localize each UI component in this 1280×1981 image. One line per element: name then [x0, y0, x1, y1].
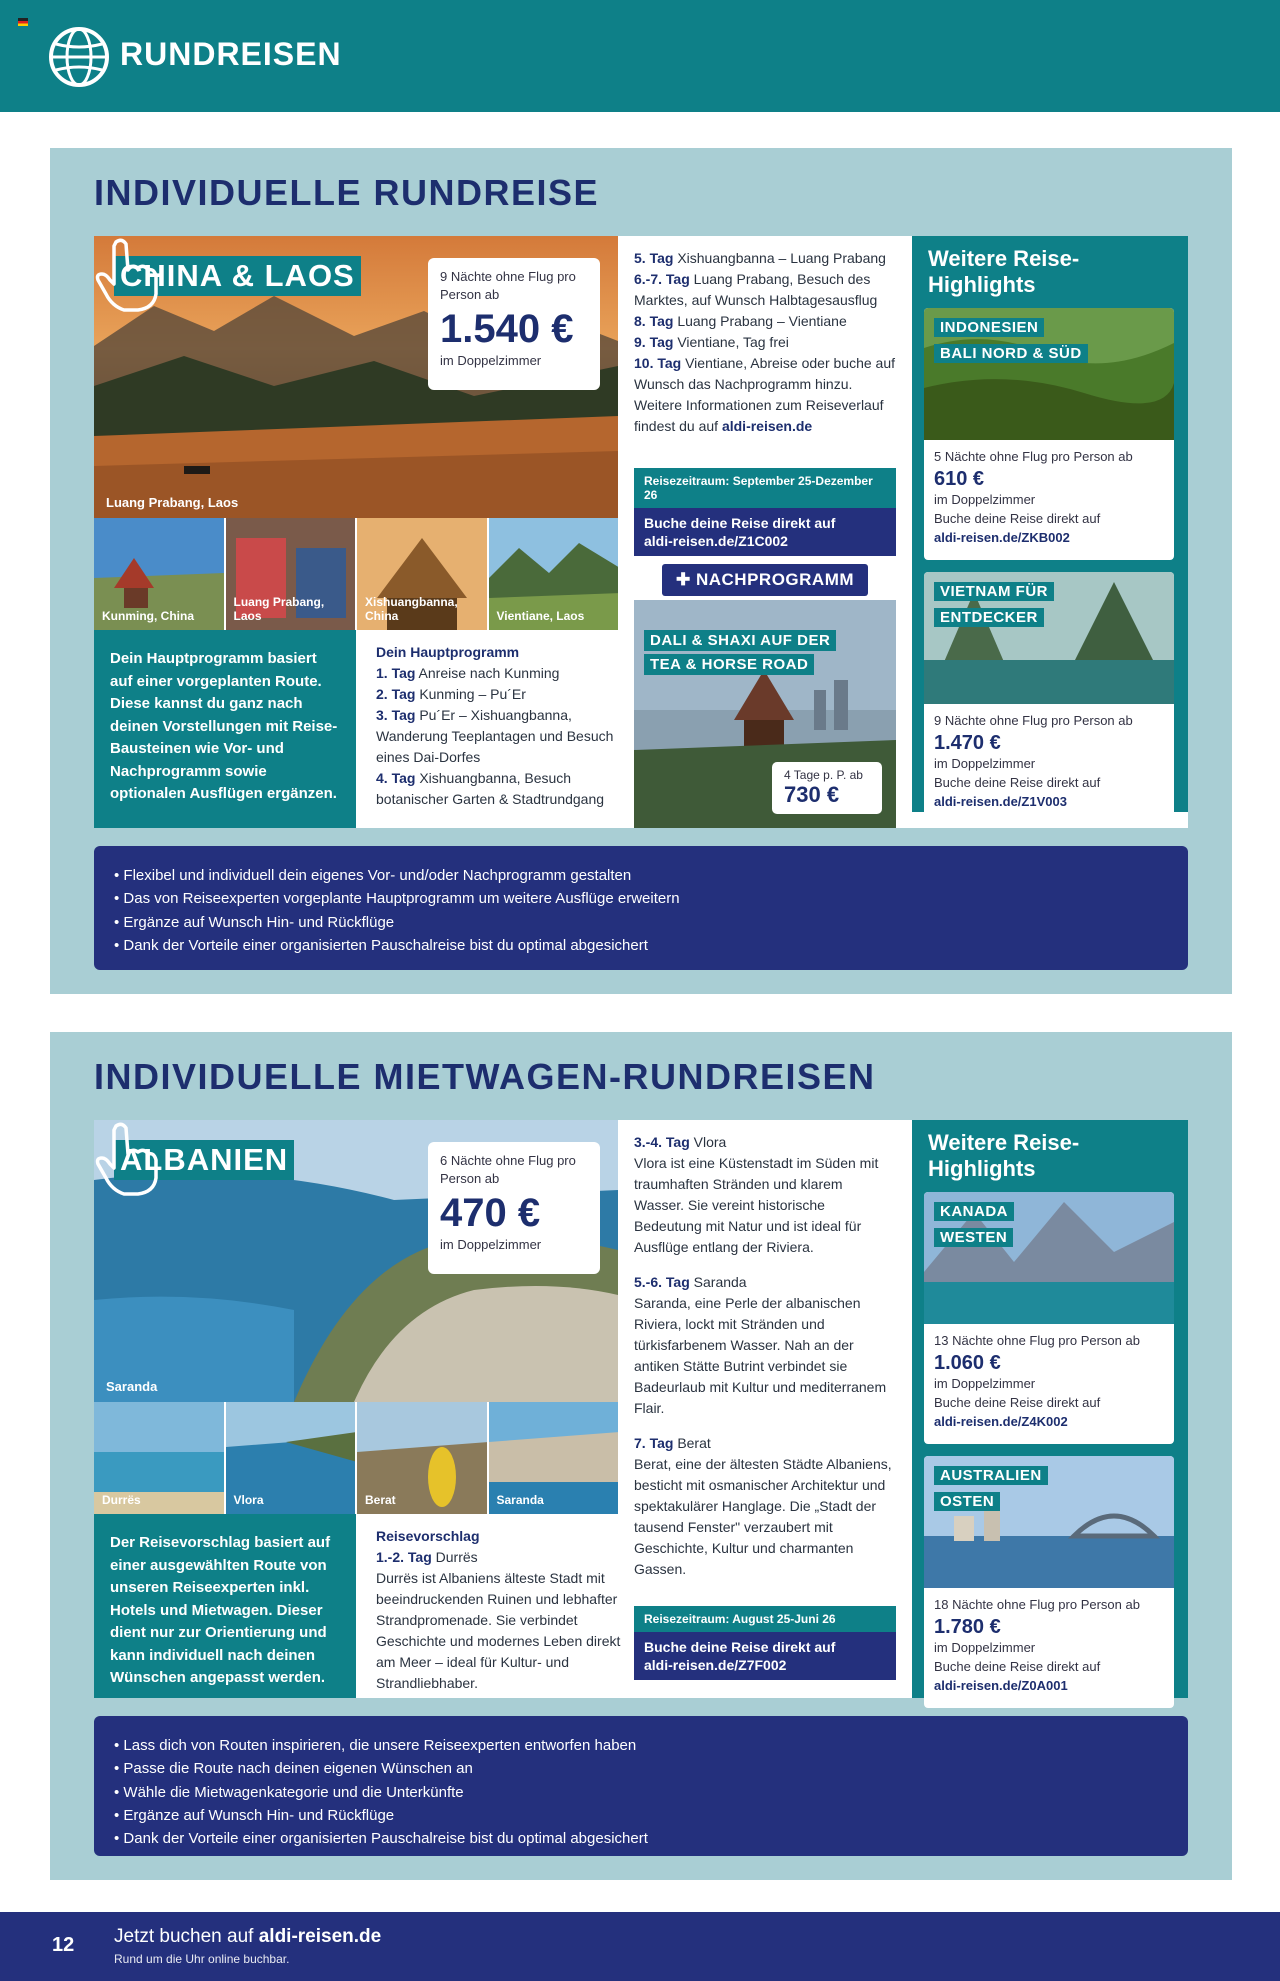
benefits-list	[94, 846, 1188, 970]
price-value: 1.540 €	[440, 307, 574, 352]
price-note: im Doppelzimmer	[440, 1237, 542, 1253]
price-note: im Doppelzimmer	[440, 353, 542, 369]
highlight-price: 1.470 €	[934, 731, 1001, 754]
benefit-item: • Ergänze auf Wunsch Hin- und Rückflüge	[114, 911, 1168, 934]
benefit-item: • Lass dich von Routen inspirieren, die unsere Reiseexperten entworfen haben	[114, 1734, 1168, 1757]
highlight-tag: INDONESIEN	[934, 318, 1044, 337]
hand-pointer-icon	[94, 236, 164, 314]
hero-image[interactable]	[94, 236, 618, 518]
nachprogramm-button[interactable]: ✚ NACHPROGRAMM	[662, 564, 868, 596]
section-title: INDIVIDUELLE MIETWAGEN-RUNDREISEN	[94, 1056, 876, 1097]
highlight-card[interactable]	[924, 1192, 1174, 1444]
program-day: 9. Tag Vientiane, Tag frei	[634, 334, 789, 350]
highlight-tag: ENTDECKER	[934, 608, 1044, 627]
program-day: 6.-7. Tag Luang Prabang, Besuch des Marktes, auf Wunsch Halbtagesausflug	[634, 271, 878, 308]
booking-box[interactable]	[634, 468, 896, 556]
program-day: 3. Tag Pu´Er – Xishuangbanna, Wanderung Teeplantagen und Besuch eines Dai-Dorfes	[376, 707, 614, 765]
thumbnail	[357, 1402, 489, 1514]
booking-link[interactable]: Buche deine Reise direkt auf aldi-reisen.de/Z7F002	[634, 1632, 896, 1680]
highlight-tag: WESTEN	[934, 1228, 1013, 1247]
thumbnail	[357, 518, 489, 630]
program-day: 1. Tag Anreise nach Kunming	[376, 665, 560, 681]
thumbnail-caption: Saranda	[496, 1493, 544, 1508]
program-desc: Durrës ist Albaniens älteste Stadt mit beeindruckenden Ruinen und lebhafter Strandpromenade. Sie verbindet Geschichte und modernes Leben direkt am Meer – ideal für Kultur- und Strandliebhaber.	[376, 1570, 621, 1691]
benefit-item: • Dank der Vorteile einer organisierten Pauschalreise bist du optimal abgesichert	[114, 1827, 1168, 1850]
highlight-tag: AUSTRALIEN	[934, 1466, 1048, 1485]
highlights-column	[912, 236, 1188, 812]
program-heading: Dein Hauptprogramm	[376, 644, 520, 660]
main-program	[376, 642, 626, 810]
benefit-item: • Das von Reiseexperten vorgeplante Hauptprogramm um weitere Ausflüge erweitern	[114, 887, 1168, 910]
highlight-body: 5 Nächte ohne Flug pro Person ab 610 € im Doppelzimmer Buche deine Reise direkt auf aldi-reisen.de/ZKB002	[924, 440, 1174, 555]
highlight-image	[924, 1192, 1174, 1324]
intro-box: Dein Hauptprogramm basiert auf einer vorgeplanten Route. Diese kannst du ganz nach deinen Vorstellungen mit Reise-Bausteinen wie Vor- und Nachprogramm sowie optionalen Ausflügen ergänzen.	[94, 630, 356, 828]
highlights-title: Weitere Reise-Highlights	[928, 246, 1080, 297]
program-day: 8. Tag Luang Prabang – Vientiane	[634, 313, 847, 329]
benefit-item: • Passe die Route nach deinen eigenen Wünschen an	[114, 1757, 1168, 1780]
highlight-image	[924, 1456, 1174, 1588]
section-mietwagen	[50, 1032, 1232, 1880]
thumbnail-strip	[94, 518, 618, 630]
highlight-price: 1.780 €	[934, 1615, 1001, 1638]
thumbnail-caption: Vientiane, Laos	[496, 609, 585, 624]
intro-box: Der Reisevorschlag basiert auf einer ausgewählten Route von unseren Reiseexperten inkl. Hotels und Mietwagen. Dieser dient nur zur Orientierung und kann individuell nach deinen Wünschen angepasst werden.	[94, 1514, 356, 1698]
highlight-price: 1.060 €	[934, 1351, 1001, 1374]
highlight-image	[924, 572, 1174, 704]
benefit-item: • Flexibel und individuell dein eigenes Vor- und/oder Nachprogramm gestalten	[114, 864, 1168, 887]
price-box	[428, 1142, 600, 1274]
thumbnail-caption: Luang Prabang, Laos	[233, 595, 325, 624]
thumbnail	[489, 518, 619, 630]
nachprogramm-image[interactable]	[634, 600, 896, 828]
highlight-link[interactable]: aldi-reisen.de/Z4K002	[934, 1413, 1068, 1429]
footer-cta: Jetzt buchen auf aldi-reisen.de	[114, 1926, 382, 1947]
program-day: 3.-4. Tag Vlora Vlora ist eine Küstenstadt im Süden mit traumhaften Stränden und klarem Wasser. Sie vereint historische Bedeutung mit Natur und ist ideal für Ausflüge entlang der Riviera.	[634, 1134, 879, 1255]
thumbnail	[226, 1402, 358, 1514]
footer-bar	[0, 1912, 1280, 1981]
globe-icon	[48, 26, 110, 88]
program-continued	[634, 1132, 896, 1594]
program-day: 5. Tag Xishuangbanna – Luang Prabang	[634, 250, 886, 266]
section-title: INDIVIDUELLE RUNDREISE	[94, 172, 600, 213]
price-box	[428, 258, 600, 390]
highlights-column	[912, 1120, 1188, 1698]
highlight-link[interactable]: aldi-reisen.de/Z1V003	[934, 793, 1067, 809]
highlight-link[interactable]: aldi-reisen.de/Z0A001	[934, 1677, 1068, 1693]
plus-icon: ✚	[675, 570, 691, 589]
thumbnail-caption: Vlora	[233, 1493, 264, 1508]
benefit-item: • Ergänze auf Wunsch Hin- und Rückflüge	[114, 1804, 1168, 1827]
highlight-price: 610 €	[934, 467, 985, 490]
highlight-card[interactable]	[924, 308, 1174, 560]
offer-card-china-laos[interactable]	[94, 236, 1188, 828]
thumbnail-strip	[94, 1402, 618, 1514]
program-day: 10. Tag Vientiane, Abreise oder buche auf Wunsch das Nachprogramm hinzu.	[634, 355, 895, 392]
booking-box[interactable]	[634, 1606, 896, 1680]
program-day: 7. Tag Berat Berat, eine der ältesten Städte Albaniens, besticht mit osmanischer Architektur und spektakulärer Hanglage. Die „Stadt der tausend Fenster" verzaubert mit Geschichte, Kultur und charmanten Gassen.	[634, 1435, 892, 1577]
thumbnail	[226, 518, 358, 630]
highlight-tag: OSTEN	[934, 1492, 1000, 1511]
price-value: 470 €	[440, 1191, 541, 1236]
brand-title: RUNDREISEN	[120, 36, 342, 72]
hero-caption: Luang Prabang, Laos	[106, 495, 239, 510]
highlight-tag: KANADA	[934, 1202, 1014, 1221]
price-label: 6 Nächte ohne Flug pro Person ab	[440, 1153, 576, 1186]
flag-icon	[18, 18, 28, 26]
thumbnail-caption: Berat	[365, 1493, 396, 1508]
thumbnail-caption: Durrës	[102, 1493, 141, 1508]
destination-title: CHINA & LAOS	[114, 256, 361, 296]
benefit-item: • Wähle die Mietwagenkategorie und die Unterkünfte	[114, 1781, 1168, 1804]
highlight-image	[924, 308, 1174, 440]
hand-pointer-icon	[94, 1120, 164, 1198]
highlight-body: 13 Nächte ohne Flug pro Person ab 1.060 € im Doppelzimmer Buche deine Reise direkt auf aldi-reisen.de/Z4K002	[924, 1324, 1174, 1439]
thumbnail-caption: Kunming, China	[102, 609, 194, 624]
highlight-link[interactable]: aldi-reisen.de/ZKB002	[934, 529, 1070, 545]
highlights-title: Weitere Reise-Highlights	[928, 1130, 1080, 1181]
benefits-list	[94, 1716, 1188, 1856]
highlight-tag: BALI NORD & SÜD	[934, 344, 1088, 363]
thumbnail-caption: Xishuangbanna, China	[365, 595, 458, 624]
offer-card-albanien[interactable]	[94, 1120, 1188, 1698]
program-day: 5.-6. Tag Saranda Saranda, eine Perle der albanischen Riviera, lockt mit Stränden und türkisfarbenem Wasser. Nah an der antiken Stätte Butrint verbindet sie Badeurlaub mit Kultur und mediterranem Flair.	[634, 1274, 887, 1416]
program-heading: Reisevorschlag	[376, 1528, 480, 1544]
thumbnail	[489, 1402, 619, 1514]
page-number: 12	[52, 1934, 75, 1956]
main-program	[376, 1526, 626, 1694]
header-bar	[0, 0, 1280, 112]
destination-title: ALBANIEN	[114, 1140, 294, 1180]
highlight-tag: VIETNAM FÜR	[934, 582, 1054, 601]
program-continued	[634, 248, 896, 437]
nachprogramm-tag: TEA & HORSE ROAD	[644, 654, 814, 675]
price-label: 9 Nächte ohne Flug pro Person ab	[440, 269, 576, 302]
booking-link[interactable]: Buche deine Reise direkt auf aldi-reisen.de/Z1C002	[634, 508, 896, 556]
nachprogramm-price: 4 Tage p. P. ab 730 €	[772, 762, 882, 814]
hero-caption: Saranda	[106, 1379, 158, 1394]
more-info-link[interactable]: aldi-reisen.de	[721, 418, 813, 434]
booking-period: Reisezeitraum: August 25-Juni 26	[634, 1606, 896, 1632]
more-info: Weitere Informationen zum Reiseverlauf findest du auf aldi-reisen.de	[634, 397, 884, 434]
highlight-card[interactable]	[924, 572, 1174, 824]
footer-link[interactable]: aldi-reisen.de	[258, 1926, 382, 1947]
thumbnail	[94, 1402, 226, 1514]
program-day: 1.-2. Tag Durrës	[376, 1549, 478, 1565]
thumbnail	[94, 518, 226, 630]
hero-image[interactable]	[94, 1120, 618, 1402]
highlight-card[interactable]	[924, 1456, 1174, 1708]
benefit-item: • Dank der Vorteile einer organisierten Pauschalreise bist du optimal abgesichert	[114, 934, 1168, 957]
program-day: 4. Tag Xishuangbanna, Besuch botanischer Garten & Stadtrundgang	[376, 770, 605, 807]
program-day: 2. Tag Kunming – Pu´Er	[376, 686, 526, 702]
section-rundreise	[50, 148, 1232, 994]
highlight-body: 18 Nächte ohne Flug pro Person ab 1.780 € im Doppelzimmer Buche deine Reise direkt auf aldi-reisen.de/Z0A001	[924, 1588, 1174, 1703]
nachprogramm-tag: DALI & SHAXI AUF DER	[644, 630, 836, 651]
booking-period: Reisezeitraum: September 25-Dezember 26	[634, 468, 896, 508]
highlight-body: 9 Nächte ohne Flug pro Person ab 1.470 € im Doppelzimmer Buche deine Reise direkt auf aldi-reisen.de/Z1V003	[924, 704, 1174, 819]
footer-sub: Rund um die Uhr online buchbar.	[114, 1952, 290, 1966]
